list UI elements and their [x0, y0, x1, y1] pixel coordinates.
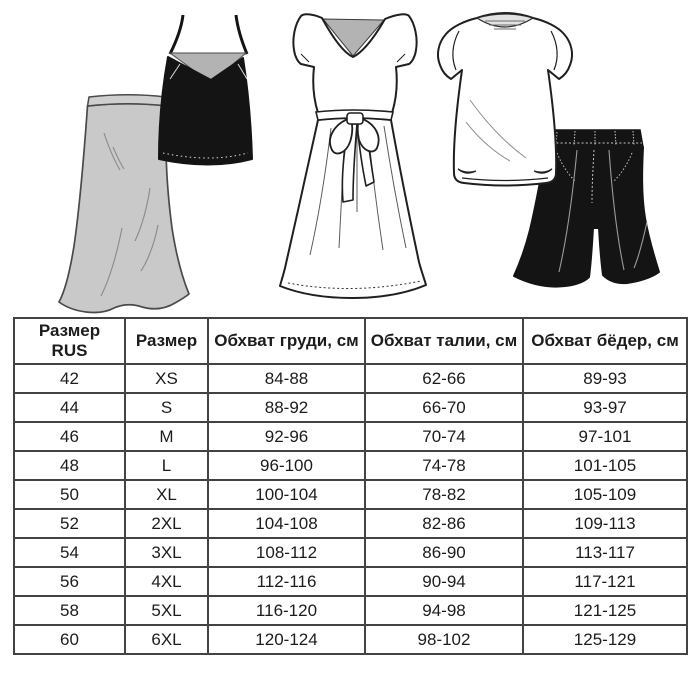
column-header-label: Обхват груди, см — [214, 330, 359, 350]
size-cell: 88-92 — [208, 393, 365, 422]
size-cell: S — [125, 393, 208, 422]
size-cell: 6XL — [125, 625, 208, 654]
camisole-top-illustration — [159, 15, 252, 165]
size-cell: 2XL — [125, 509, 208, 538]
size-cell: 125-129 — [523, 625, 687, 654]
size-cell: 48 — [14, 451, 125, 480]
size-row — [14, 596, 687, 625]
size-cell: L — [125, 451, 208, 480]
size-cell: 44 — [14, 393, 125, 422]
size-cell: 5XL — [125, 596, 208, 625]
size-table — [13, 317, 688, 655]
size-cell: 108-112 — [208, 538, 365, 567]
size-cell: 98-102 — [365, 625, 523, 654]
column-header — [125, 318, 208, 364]
size-cell: 112-116 — [208, 567, 365, 596]
size-row — [14, 538, 687, 567]
size-cell: 84-88 — [208, 364, 365, 393]
size-cell: 82-86 — [365, 509, 523, 538]
size-cell: 93-97 — [523, 393, 687, 422]
size-cell: 104-108 — [208, 509, 365, 538]
size-cell: 94-98 — [365, 596, 523, 625]
size-cell: 54 — [14, 538, 125, 567]
size-row — [14, 422, 687, 451]
size-cell: 121-125 — [523, 596, 687, 625]
size-cell: 89-93 — [523, 364, 687, 393]
size-cell: 105-109 — [523, 480, 687, 509]
size-cell: 52 — [14, 509, 125, 538]
size-cell: 50 — [14, 480, 125, 509]
size-row — [14, 364, 687, 393]
size-cell: 101-105 — [523, 451, 687, 480]
size-row — [14, 567, 687, 596]
size-cell: 46 — [14, 422, 125, 451]
size-table-body — [14, 364, 687, 654]
size-table-header-row — [14, 318, 687, 364]
size-row — [14, 480, 687, 509]
column-header-label: Размер — [135, 330, 198, 350]
size-cell: 66-70 — [365, 393, 523, 422]
size-cell: 120-124 — [208, 625, 365, 654]
column-header-label: Обхват бёдер, см — [531, 330, 679, 350]
size-cell: 97-101 — [523, 422, 687, 451]
column-header — [365, 318, 523, 364]
size-row — [14, 451, 687, 480]
column-header — [14, 318, 125, 364]
size-cell: M — [125, 422, 208, 451]
size-cell: 4XL — [125, 567, 208, 596]
size-cell: 3XL — [125, 538, 208, 567]
size-cell: 42 — [14, 364, 125, 393]
size-cell: 62-66 — [365, 364, 523, 393]
size-cell: 60 — [14, 625, 125, 654]
size-cell: 100-104 — [208, 480, 365, 509]
size-row — [14, 509, 687, 538]
size-cell: 113-117 — [523, 538, 687, 567]
size-cell: 92-96 — [208, 422, 365, 451]
size-row — [14, 625, 687, 654]
belted-dress-illustration — [280, 14, 426, 298]
size-cell: XL — [125, 480, 208, 509]
size-cell: 58 — [14, 596, 125, 625]
size-cell: 109-113 — [523, 509, 687, 538]
size-cell: 78-82 — [365, 480, 523, 509]
column-header-label: Обхват талии, см — [370, 330, 518, 350]
garment-illustrations — [0, 0, 700, 316]
column-header — [523, 318, 687, 364]
column-header — [208, 318, 365, 364]
size-cell: 86-90 — [365, 538, 523, 567]
size-cell: 56 — [14, 567, 125, 596]
t-shirt-illustration — [438, 13, 572, 186]
size-cell: 90-94 — [365, 567, 523, 596]
size-cell: XS — [125, 364, 208, 393]
size-cell: 96-100 — [208, 451, 365, 480]
size-cell: 74-78 — [365, 451, 523, 480]
size-cell: 70-74 — [365, 422, 523, 451]
size-cell: 117-121 — [523, 567, 687, 596]
column-header-label: Размер RUS — [38, 320, 101, 360]
size-cell: 116-120 — [208, 596, 365, 625]
size-row — [14, 393, 687, 422]
